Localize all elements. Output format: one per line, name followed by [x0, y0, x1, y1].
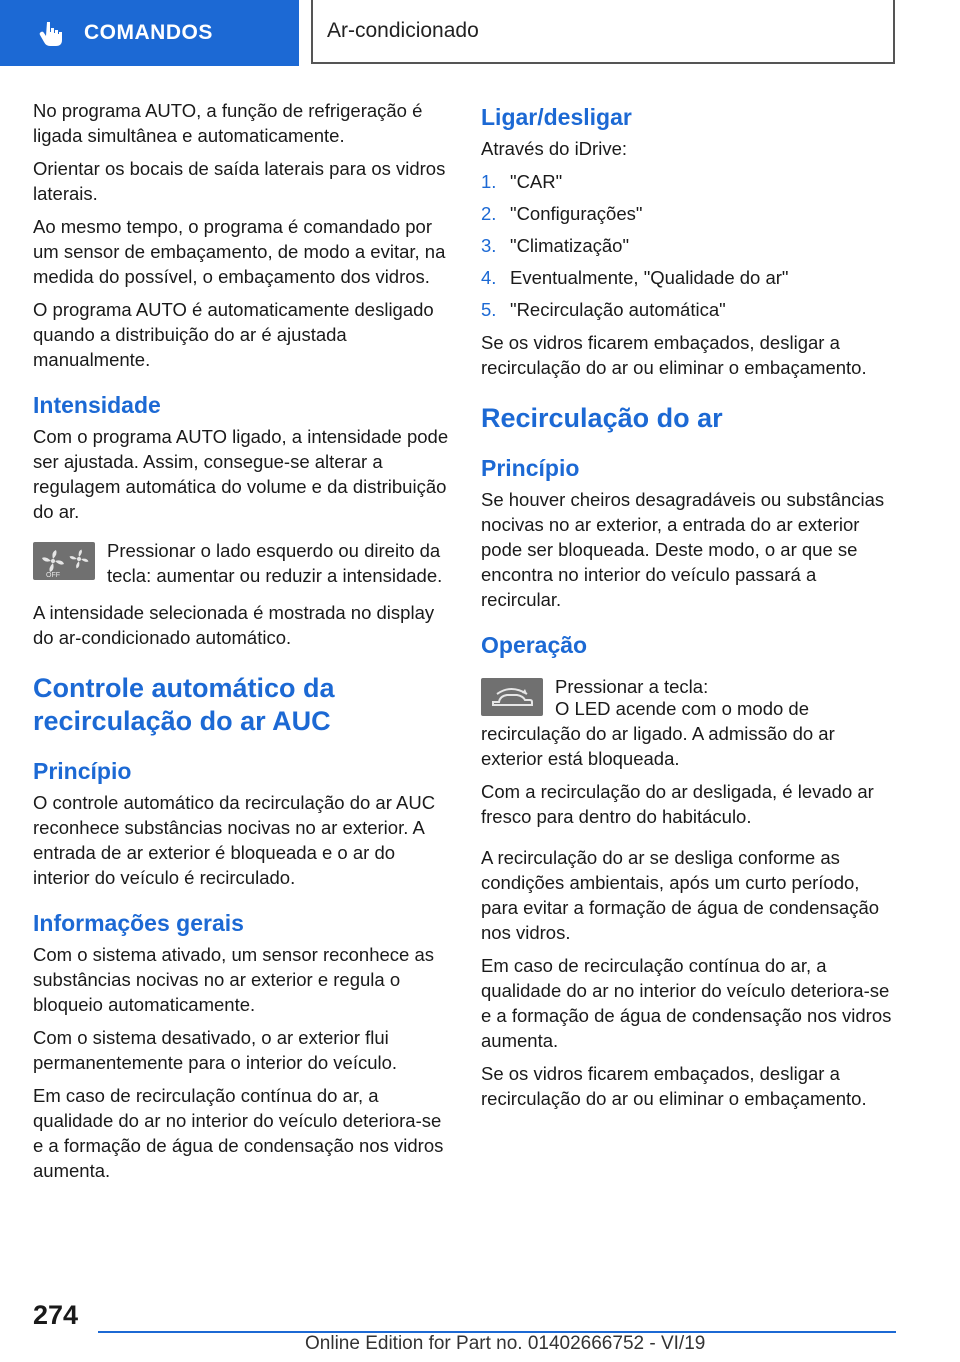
paragraph: Através do iDrive: — [481, 138, 627, 159]
step-number: 5. — [481, 299, 497, 320]
list-item — [481, 297, 897, 322]
fan-instruction — [33, 538, 449, 588]
paragraph: Se houver cheiros desagradáveis ou substâncias nocivas no ar exterior, a entrada do ar exterior pode ser bloqueada. Deste modo, o ar que se encontra no interior do veículo passará a recircular. — [481, 489, 885, 610]
hand-pointer-icon — [36, 18, 66, 48]
paragraph: Ao mesmo tempo, o programa é comandado por um sensor de embaçamento, de modo a evitar, na medida do possível, o embaçamento dos vidros. — [33, 216, 446, 287]
list-item — [481, 265, 897, 290]
paragraph: O LED acende com o modo de recirculação do ar ligado. A admissão do ar exterior está bloqueada. — [481, 698, 835, 769]
paragraph: Se os vidros ficarem embaçados, desligar a recirculação do ar ou eliminar o embaçamento. — [481, 1063, 867, 1109]
section-tab — [311, 0, 895, 64]
heading-auc: Controle automático da recirculação do ar AUC — [33, 673, 335, 736]
heading-principio: Princípio — [481, 455, 580, 481]
paragraph: Em caso de recirculação contínua do ar, a qualidade do ar no interior do veículo deteriora-se e a formação de água de condensação nos vidros aumenta. — [481, 955, 892, 1051]
paragraph: O programa AUTO é automaticamente desligado quando a distribuição do ar é ajustada manualmente. — [33, 299, 434, 370]
paragraph: Orientar os bocais de saída laterais para os vidros laterais. — [33, 158, 446, 204]
steps-list — [481, 169, 897, 322]
edition-text: Online Edition for Part no. 01402666752 - VI/19 — [305, 1333, 706, 1354]
list-item — [481, 233, 897, 258]
heading-intensidade: Intensidade — [33, 392, 161, 418]
right-column — [481, 98, 897, 1119]
fan-instruction-text: Pressionar o lado esquerdo ou direito da tecla: aumentar ou reduzir a intensidade. — [107, 540, 443, 586]
step-number: 4. — [481, 267, 497, 288]
heading-info: Informações gerais — [33, 910, 244, 936]
step-text: "Recirculação automática" — [510, 299, 726, 320]
paragraph: Se os vidros ficarem embaçados, desligar a recirculação do ar ou eliminar o embaçamento. — [481, 332, 867, 378]
section-label: Ar-condicionado — [327, 19, 479, 42]
paragraph: No programa AUTO, a função de refrigeração é ligada simultânea e automaticamente. — [33, 100, 423, 146]
heading-operacao: Operação — [481, 632, 588, 658]
paragraph: O controle automático da recirculação do ar AUC reconhece substâncias nocivas no ar exterior. A entrada de ar exterior é bloqueada e o ar do interior do veículo é recirculado. — [33, 792, 436, 888]
chapter-tab[interactable] — [0, 0, 299, 66]
page-header — [0, 0, 960, 66]
step-text: Eventualmente, "Qualidade do ar" — [510, 267, 789, 288]
paragraph: Com o sistema desativado, o ar exterior flui permanentemente para o interior do veículo. — [33, 1027, 398, 1073]
heading-principio: Princípio — [33, 758, 132, 784]
step-number: 2. — [481, 203, 497, 224]
step-number: 1. — [481, 171, 497, 192]
heading-ligar: Ligar/desligar — [481, 104, 632, 130]
step-number: 3. — [481, 235, 497, 256]
recirc-instruction-text: Pressionar a tecla: — [555, 676, 709, 697]
step-text: "Configurações" — [510, 203, 643, 224]
paragraph: A intensidade selecionada é mostrada no display do ar-condicionado automático. — [33, 602, 435, 648]
list-item — [481, 201, 897, 226]
left-column — [33, 98, 449, 1191]
step-text: "Climatização" — [510, 235, 630, 256]
paragraph: Em caso de recirculação contínua do ar, a qualidade do ar no interior do veículo deteriora-se e a formação de água de condensação nos vidros aumenta. — [33, 1085, 444, 1181]
paragraph: A recirculação do ar se desliga conforme as condições ambientais, após um curto período, para evitar a formação de água de condensação nos vidros. — [481, 847, 880, 943]
air-recirculation-button-icon — [481, 678, 543, 716]
paragraph: Com o sistema ativado, um sensor reconhece as substâncias nocivas no ar exterior e regula o bloqueio automaticamente. — [33, 944, 435, 1015]
fan-off-label: OFF — [46, 572, 60, 578]
list-item — [481, 169, 897, 194]
step-text: "CAR" — [510, 171, 563, 192]
fan-off-button-icon — [33, 542, 95, 580]
page-number: 274 — [33, 1300, 79, 1330]
chapter-label: COMANDOS — [84, 21, 213, 44]
paragraph: Com o programa AUTO ligado, a intensidade pode ser ajustada. Assim, consegue-se alterar a regulagem automática do volume e da distribuição do ar. — [33, 426, 449, 522]
heading-recirculacao: Recirculação do ar — [481, 403, 723, 433]
paragraph: Com a recirculação do ar desligada, é levado ar fresco para dentro do habitáculo. — [481, 781, 874, 827]
